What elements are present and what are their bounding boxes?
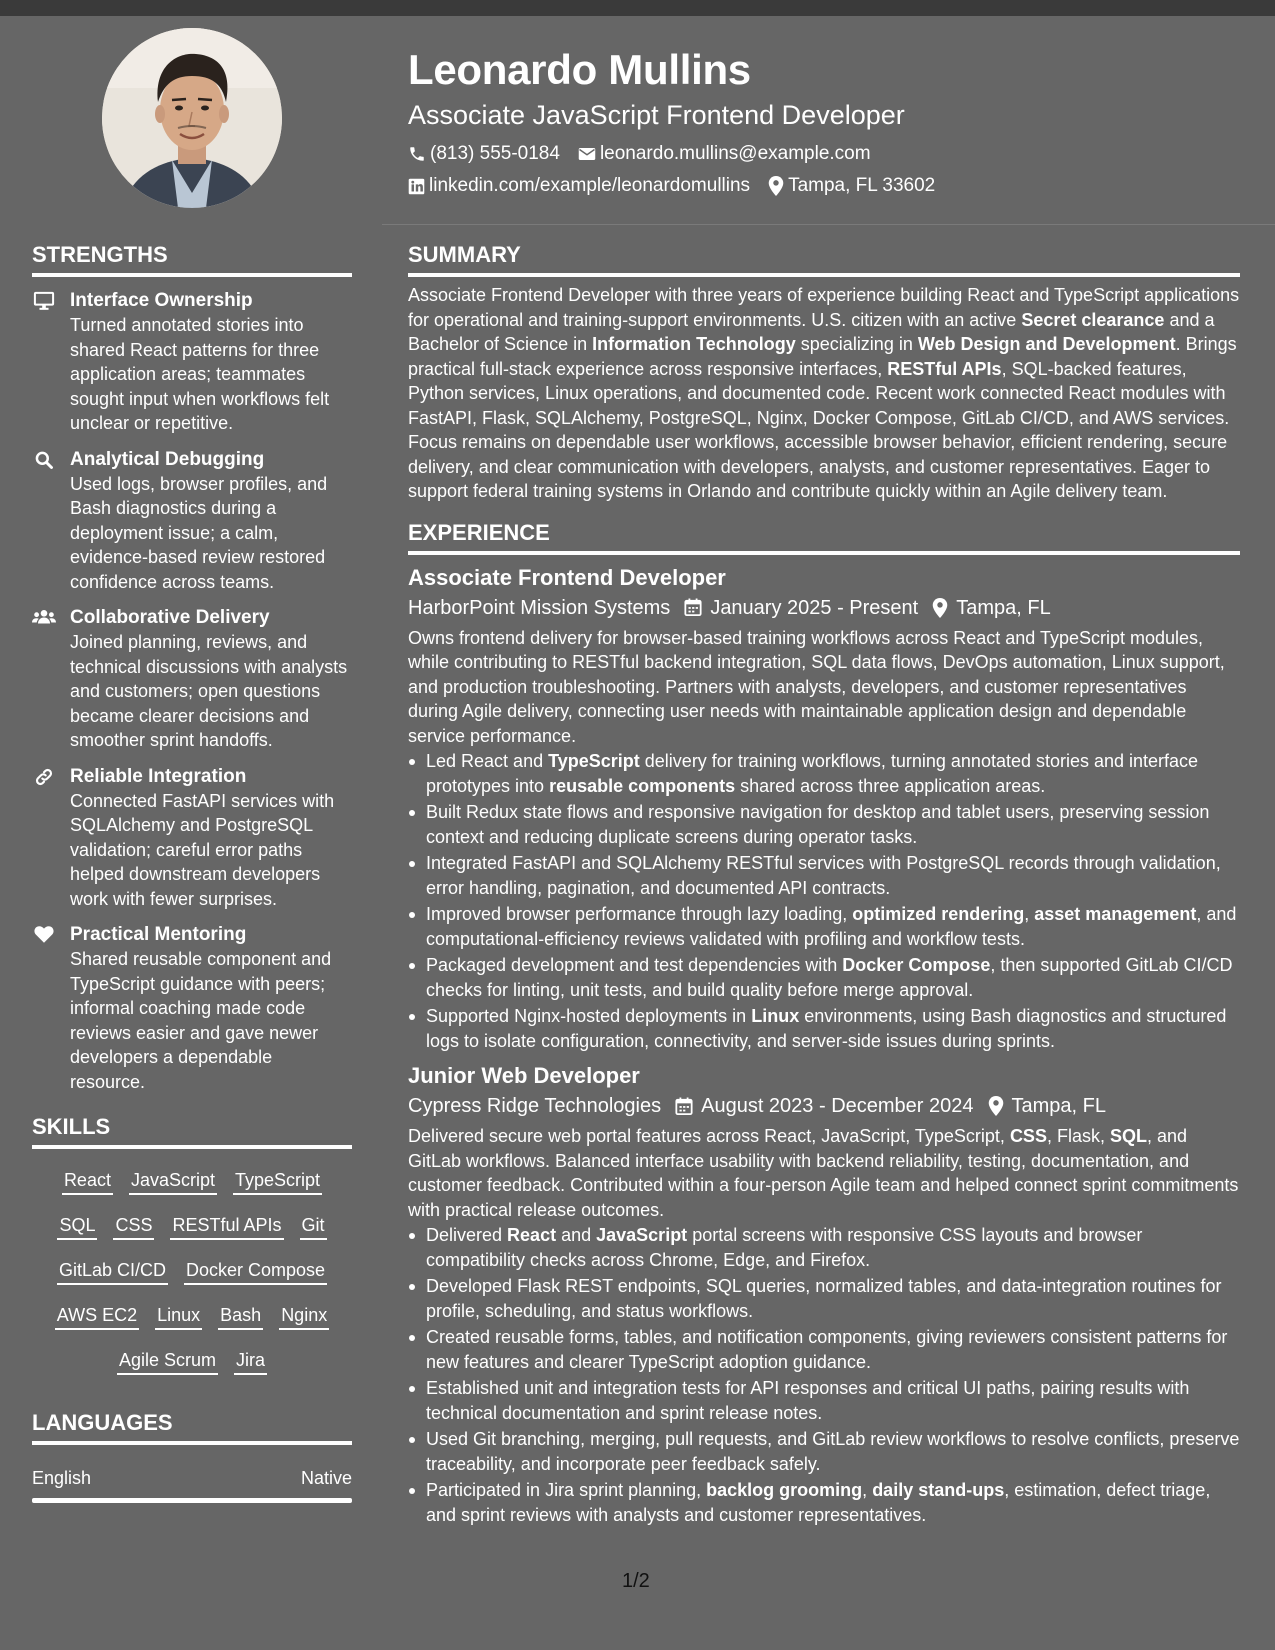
language-proficiency-bar: [32, 1498, 352, 1503]
strength-item: [32, 765, 352, 912]
emphasis-text: React: [507, 1225, 557, 1245]
heart-icon: [34, 925, 54, 943]
page-number: 1/2: [622, 1570, 650, 1592]
strength-desc: Turned annotated stories into shared React patterns for three application areas; teammates sought input when workflows felt unclear or repetitive.: [70, 315, 330, 433]
text-segment: shared across three application areas.: [735, 775, 1046, 796]
job-description: Owns frontend delivery for browser-based training workflows across React and TypeScript modules, while contributing to RESTful backend integration, SQL data flows, DevOps automation, Linux support, and production troubleshooting. Partners with analysts, developers, and customer representatives during Agile delivery, connecting user needs with maintainable application design and dependable service performance.: [408, 627, 1225, 746]
text-segment: , and computational-efficiency reviews validated with profiling and workflow tests.: [426, 904, 1237, 949]
map-pin-icon: [988, 1096, 1004, 1116]
skill-row: [32, 1206, 352, 1251]
emphasis-text: Information Technology: [592, 334, 796, 354]
job-bullet: [408, 1325, 1240, 1374]
job-bullet: [408, 1478, 1240, 1527]
strength-title: Analytical Debugging: [70, 448, 265, 470]
job-location: Tampa, FL: [956, 596, 1051, 619]
monitor-icon: [33, 291, 55, 311]
emphasis-text: Web Design and Development: [917, 334, 1176, 354]
strength-desc: Connected FastAPI services with SQLAlchemy and PostgreSQL validation; careful error paths helped downstream developers work with fewer surprises.: [70, 790, 335, 909]
strength-desc: Used logs, browser profiles, and Bash diagnostics during a deployment issue; a calm, evidence-based review restored confidence across teams.: [70, 473, 328, 592]
calendar-icon: [675, 1097, 693, 1116]
text-segment: and: [556, 1225, 597, 1245]
section-rule: [408, 551, 1240, 555]
text-segment: Established unit and integration tests for API responses and critical UI paths, pairing results with technical documentation and sprint release notes.: [426, 1378, 1190, 1423]
text-segment: environments, using Bash diagnostics and structured logs to isolate configuration, connectivity, and server-side issues during sprints.: [426, 1006, 1227, 1051]
emphasis-text: daily stand-ups: [872, 1480, 1005, 1500]
search-icon: [34, 450, 54, 470]
main-content: [408, 240, 1240, 1529]
skill-tag: RESTful APIs: [170, 1214, 283, 1240]
skill-tag: Jira: [234, 1349, 267, 1375]
resume-header: [408, 42, 1248, 198]
strength-title: Practical Mentoring: [70, 924, 247, 945]
profile-photo: [102, 28, 282, 208]
job-bullet: [408, 1427, 1240, 1476]
skill-tag: Git: [300, 1214, 327, 1240]
link-icon: [34, 767, 54, 787]
job-bullet: [408, 1274, 1240, 1323]
job-bullets: [408, 749, 1240, 1053]
skills-list: [32, 1161, 352, 1386]
job-bullet: [408, 800, 1240, 849]
company-name: Cypress Ridge Technologies: [408, 1095, 662, 1117]
emphasis-text: Docker Compose: [842, 955, 991, 975]
text-segment: Built Redux state flows and responsive navigation for desktop and tablet users, preserving session context and reducing duplicate screens during operator tasks.: [426, 802, 1210, 847]
job-bullet: [408, 902, 1240, 951]
section-rule: [32, 1145, 352, 1149]
job-bullet: [408, 851, 1240, 900]
job-bullets: [408, 1223, 1240, 1527]
skills-heading: SKILLS: [32, 1114, 111, 1139]
text-segment: Developed Flask REST endpoints, SQL queries, normalized tables, and data-integration routines for profile, scheduling, and status workflows.: [426, 1276, 1222, 1321]
skill-row: [32, 1251, 352, 1296]
candidate-name: Leonardo Mullins: [408, 46, 751, 93]
job-entry: [408, 1061, 1240, 1527]
emphasis-text: Secret clearance: [1021, 309, 1165, 330]
skill-tag: AWS EC2: [55, 1304, 139, 1330]
email-link[interactable]: leonardo.mullins@example.com: [599, 143, 871, 164]
map-pin-icon: [932, 598, 948, 618]
emphasis-text: TypeScript: [548, 751, 640, 771]
strength-item: [32, 448, 352, 595]
strengths-heading: STRENGTHS: [32, 242, 168, 267]
job-bullet: [408, 1004, 1240, 1053]
linkedin-link[interactable]: linkedin.com/example/leonardomullins: [429, 175, 751, 196]
language-name: English: [32, 1468, 92, 1488]
header-divider: [382, 224, 1275, 225]
job-description: [408, 1124, 1240, 1222]
phone-icon: [408, 145, 426, 163]
skill-tag: Agile Scrum: [117, 1349, 218, 1375]
skill-tag: React: [62, 1169, 113, 1195]
strength-item: [32, 606, 352, 753]
job-bullet: [408, 1376, 1240, 1425]
strength-item: [32, 923, 352, 1094]
job-location: Tampa, FL: [1011, 1095, 1106, 1117]
section-rule: [408, 273, 1240, 277]
emphasis-text: reusable components: [549, 775, 736, 796]
skill-tag: Bash: [218, 1304, 263, 1330]
emphasis-text: asset management: [1034, 904, 1197, 924]
location-contact: [768, 175, 935, 197]
language-row: [32, 1467, 352, 1489]
text-segment: , then supported GitLab CI/CD checks for linting, unit tests, and build quality before merge approval.: [426, 955, 1233, 1000]
skill-row: [32, 1341, 352, 1386]
sidebar: [32, 240, 352, 1503]
section-rule: [32, 273, 352, 277]
experience-heading: EXPERIENCE: [408, 519, 550, 545]
skill-tag: JavaScript: [129, 1169, 217, 1195]
text-segment: Participated in Jira sprint planning,: [426, 1480, 707, 1500]
job-meta: [408, 1092, 1240, 1120]
strength-item: [32, 289, 352, 436]
email-contact[interactable]: [578, 143, 871, 165]
emphasis-text: optimized rendering: [852, 904, 1025, 924]
text-segment: Supported Nginx-hosted deployments in: [426, 1006, 752, 1026]
text-segment: . Brings practical full-stack experience across responsive interfaces,: [408, 334, 1237, 379]
strength-title: Interface Ownership: [70, 290, 253, 311]
phone-contact: [408, 143, 560, 165]
text-segment: Used Git branching, merging, pull requests, and GitLab review workflows to resolve conflicts, preserve traceability, and incorporate peer feedback safely.: [426, 1429, 1240, 1474]
section-rule: [32, 1441, 352, 1445]
emphasis-text: SQL: [1109, 1126, 1147, 1146]
job-entry: [408, 563, 1240, 1054]
text-segment: delivery for training workflows, turning annotated stories and interface prototypes into: [426, 751, 1199, 796]
text-segment: and a Bachelor of Science in: [408, 309, 1215, 354]
skill-tag: SQL: [57, 1214, 97, 1240]
language-level: Native: [300, 1468, 352, 1488]
job-dates: August 2023 - December 2024: [701, 1095, 974, 1117]
skill-tag: Docker Compose: [184, 1259, 327, 1285]
text-segment: Packaged development and test dependencies with: [426, 955, 843, 975]
summary-heading: SUMMARY: [408, 242, 521, 267]
skill-tag: Nginx: [279, 1304, 329, 1330]
contact-row-2: [408, 174, 1248, 198]
job-meta: [408, 594, 1240, 622]
candidate-title: Associate JavaScript Frontend Developer: [408, 100, 905, 130]
text-segment: , SQL-backed features, Python services, Linux operations, and documented code. Recent work connected React modules with FastAPI, Flask, SQLAlchemy, PostgreSQL, Nginx, Docker Compose, GitLab CI/CD, and AWS services. Focus remains on dependable user workflows, accessible browser behavior, efficient rendering, secure delivery, and clear communication with developers, analysts, and customer representatives. Eager to support federal training systems in Orlando and contribute quickly within an Agile delivery team.: [408, 358, 1230, 501]
company-name: HarborPoint Mission Systems: [408, 596, 671, 619]
emphasis-text: Linux: [751, 1006, 800, 1026]
strength-title: Collaborative Delivery: [70, 607, 270, 628]
job-bullet: [408, 953, 1240, 1002]
emphasis-text: backlog grooming: [706, 1480, 863, 1500]
job-bullet: [408, 1223, 1240, 1272]
emphasis-text: JavaScript: [596, 1225, 688, 1245]
skill-tag: TypeScript: [233, 1169, 322, 1195]
text-segment: , estimation, defect triage, and sprint reviews with analysts and customer representatives.: [426, 1480, 1211, 1525]
strength-desc: Shared reusable component and TypeScript guidance with peers; informal coaching made code reviews easier and gave newer developers a dependable resource.: [70, 949, 332, 1092]
envelope-icon: [578, 146, 596, 162]
job-title: Junior Web Developer: [408, 1063, 640, 1088]
text-segment: Created reusable forms, tables, and notification components, giving reviewers consistent patterns for new features and clearer TypeScript adoption guidance.: [426, 1327, 1228, 1372]
text-segment: Improved browser performance through lazy loading,: [426, 904, 853, 924]
map-pin-icon: [768, 176, 784, 196]
phone-text: (813) 555-0184: [430, 143, 560, 164]
emphasis-text: RESTful APIs: [887, 358, 1002, 379]
linkedin-contact[interactable]: [408, 175, 750, 197]
text-segment: portal screens with responsive CSS layouts and browser compatibility checks across Chrome, Edge, and Firefox.: [426, 1225, 1143, 1270]
skill-row: [32, 1161, 352, 1206]
skill-tag: GitLab CI/CD: [57, 1259, 168, 1285]
job-dates: January 2025 - Present: [710, 596, 919, 619]
text-segment: ,: [862, 1480, 873, 1500]
emphasis-text: CSS: [1009, 1126, 1047, 1146]
language-proficiency-track: [32, 1498, 352, 1503]
top-bar: [0, 0, 1275, 16]
text-segment: Led React and: [426, 751, 549, 771]
text-segment: , and GitLab workflows. Balanced interface usability with backend reliability, testing, documentation, and customer feedback. Contributed within a four-person Agile team and helped connect sprint commitments with practical release outcomes.: [408, 1126, 1239, 1220]
job-title: Associate Frontend Developer: [408, 564, 726, 590]
strength-desc: Joined planning, reviews, and technical discussions with analysts and customers; open questions became clearer decisions and smoother sprint handoffs.: [70, 632, 348, 750]
contact-row-1: [408, 142, 1248, 166]
text-segment: specializing in: [795, 334, 918, 354]
text-segment: Integrated FastAPI and SQLAlchemy RESTful services with PostgreSQL records through validation, error handling, pagination, and documented API contracts.: [426, 853, 1221, 898]
text-segment: Delivered secure web portal features across React, JavaScript, TypeScript,: [408, 1126, 1010, 1146]
linkedin-icon: [408, 178, 425, 195]
users-icon: [32, 608, 56, 626]
calendar-icon: [684, 598, 702, 617]
skill-tag: CSS: [113, 1214, 154, 1240]
location-text: Tampa, FL 33602: [788, 175, 936, 196]
strength-title: Reliable Integration: [70, 765, 247, 787]
languages-heading: LANGUAGES: [32, 1410, 173, 1435]
text-segment: Delivered: [426, 1225, 508, 1245]
text-segment: , Flask,: [1046, 1126, 1110, 1146]
job-bullet: [408, 749, 1240, 798]
summary-text: [408, 283, 1240, 504]
text-segment: ,: [1024, 904, 1035, 924]
skill-tag: Linux: [155, 1304, 202, 1330]
text-segment: Associate Frontend Developer with three years of experience building React and TypeScript applications for operational and training-support environments. U.S. citizen with an active: [408, 285, 1240, 330]
skill-row: [32, 1296, 352, 1341]
